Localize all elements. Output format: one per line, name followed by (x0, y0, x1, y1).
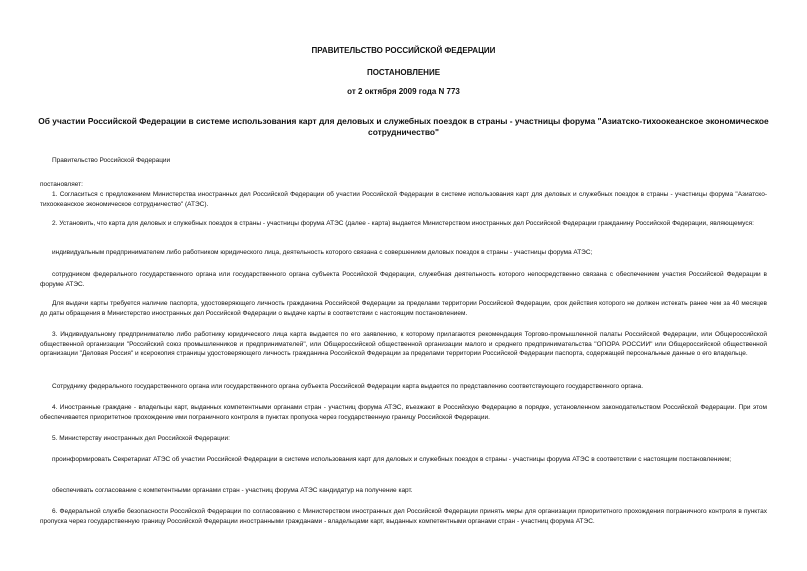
paragraph: 3. Индивидуальному предпринимателю либо работнику юридического лица карта выдается по его заявлению, к которому прилагаются рекомендация Торгово-промышленной палаты Российской Федерации, или Общероссийской общественной организации "Российский союз промышленников и предпринимателей", или Общероссийской общественной организации малого и среднего предпринимательства "ОПОРА РОССИИ" или Общероссийской общественной организации "Деловая Россия" и ксерокопия страницы удостоверяющего личность гражданина Российской Федерации за пределами территории Российской Федерации паспорта, содержащей персональные данные о его владельце. (40, 331, 767, 357)
paragraph: Сотруднику федерального государственного органа или государственного органа субъекта Российской Федерации карта выдается по представлению соответствующего государственного органа. (52, 383, 644, 390)
paragraph: Для выдачи карты требуется наличие паспорта, удостоверяющего личность гражданина Российской Федерации за пределами территории Российской Федерации, срок действия которого не должен истекать ранее чем за 40 месяцев до даты обращения в Министерство иностранных дел Российской Федерации о выдаче карты в соответствии с настоящим постановлением. (40, 300, 767, 317)
paragraph: Правительство Российской Федерации (52, 157, 171, 164)
document-title: Об участии Российской Федерации в системе использования карт для деловых и служебных поездок в страны - участницы форума "Азиатско-тихоокеанское экономическое сотрудничество" (38, 116, 769, 137)
paragraph: 4. Иностранные граждане - владельцы карт, выданных компетентными органами стран - участниц форума АТЭС, въезжают в Российскую Федерацию в порядке, установленном законодательством Российской Федерации. При этом обеспечивается приоритетное прохождение ими пограничного контроля в пунктах пропуска через государственную границу Российской Федерации. (40, 404, 767, 421)
date-number-heading: от 2 октября 2009 года N 773 (347, 87, 460, 96)
document-type-heading: ПОСТАНОВЛЕНИЕ (366, 68, 441, 77)
paragraph: обеспечивать согласование с компетентными органами стран - участниц форума АТЭС кандидатур на получение карт. (52, 487, 413, 494)
paragraph: 2. Установить, что карта для деловых и служебных поездок в страны - участницы форума АТЭС (далее - карта) выдается Министерством иностранных дел Российской Федерации гражданину Российской Федерации, являющемуся: (52, 220, 754, 227)
paragraph: индивидуальным предпринимателем либо работником юридического лица, деятельность которого связана с совершением деловых поездок в страны - участницы форума АТЭС; (52, 249, 593, 256)
paragraph: проинформировать Секретариат АТЭС об участии Российской Федерации в системе использования карт для деловых и служебных поездок в страны - участницы форума АТЭС в соответствии с настоящим постановлением; (52, 456, 732, 463)
government-heading: ПРАВИТЕЛЬСТВО РОССИЙСКОЙ ФЕДЕРАЦИИ (311, 46, 496, 55)
paragraph: 1. Согласиться с предложением Министерства иностранных дел Российской Федерации об участии Российской Федерации в системе использования карт для деловых и служебных поездок в страны - участницы форума "Азиатско-тихоокеанское экономическое сотрудничество" (АТЭС). (40, 191, 767, 208)
paragraph: постановляет: (40, 181, 83, 188)
paragraph: 6. Федеральной службе безопасности Российской Федерации по согласованию с Министерством иностранных дел Российской Федерации принять меры для организации приоритетного прохождения пограничного контроля в пунктах пропуска через государственную границу Российской Федерации иностранными гражданами - владельцами карт, выданных компетентными органами стран - участниц форума АТЭС. (40, 508, 767, 525)
paragraph: сотрудником федерального государственного органа или государственного органа субъекта Российской Федерации, служебная деятельность которого непосредственно связана с обеспечением участия Российской Федерации в форуме АТЭС. (40, 271, 767, 288)
paragraph: 5. Министерству иностранных дел Российской Федерации: (52, 435, 230, 442)
